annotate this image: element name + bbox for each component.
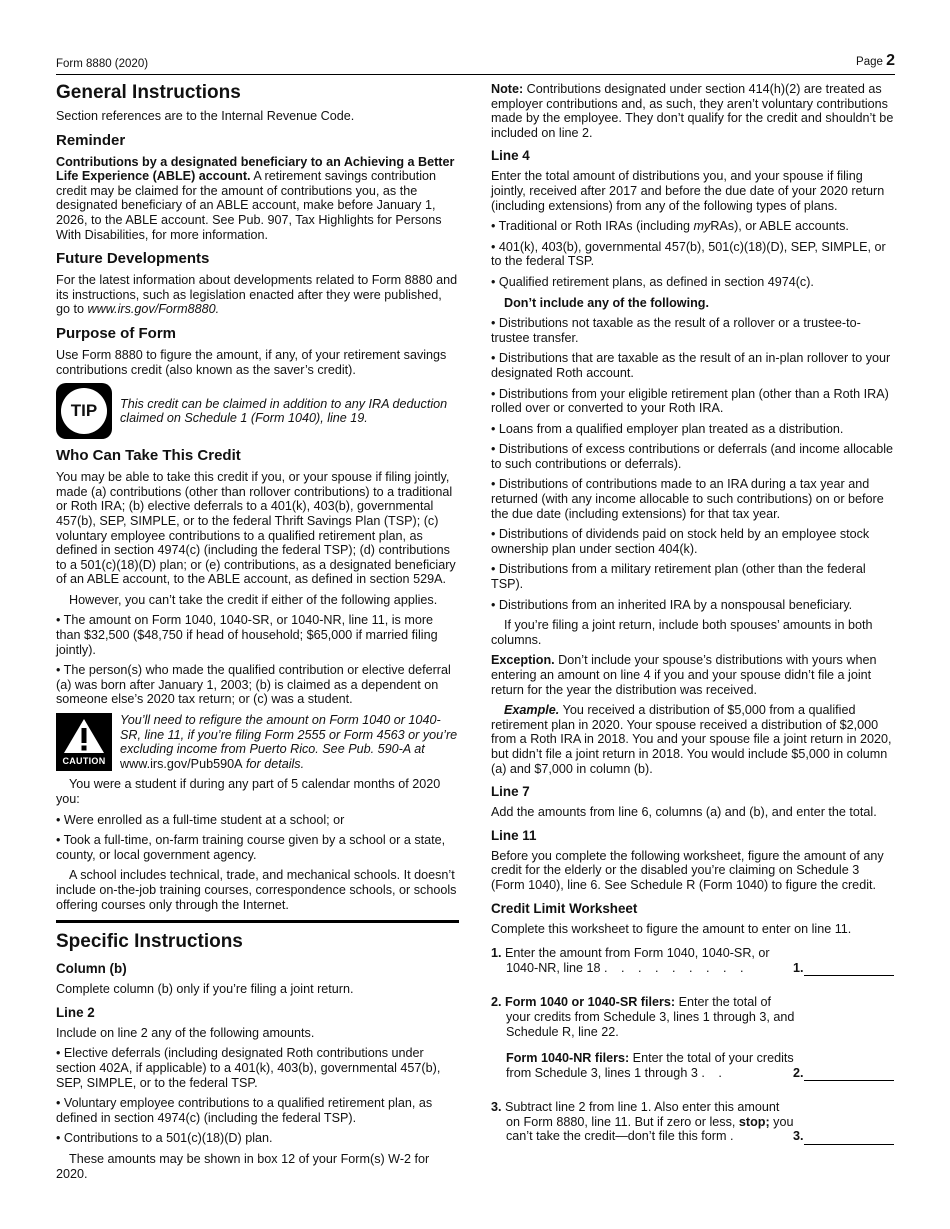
line2-entry-field[interactable]	[804, 1066, 894, 1081]
form8880-link[interactable]: www.irs.gov/Form8880.	[87, 302, 220, 317]
line7-heading: Line 7	[491, 784, 530, 800]
line4-bullet-401k: • 401(k), 403(b), governmental 457(b), 501(c)(18)(D), SEP, SIMPLE, or to the federal TSP.	[491, 239, 886, 269]
line11-paragraph: Before you complete the following worksheet, figure the amount of any credit for the elderly or the disabled you’re claiming on Schedule 3 (Form 1040), line 6. See Schedule R (Form 1040) to figure the credit.	[491, 848, 884, 892]
line2-heading: Line 2	[56, 1004, 95, 1020]
school-paragraph: A school includes technical, trade, and mechanical schools. It doesn’t include on-the-job training courses, correspondence schools, or schools offering courses only through the Internet.	[56, 868, 457, 912]
left-column	[56, 82, 459, 1187]
pub590a-link[interactable]: www.irs.gov/Pub590A	[120, 756, 243, 771]
line4-paragraph: Enter the total amount of distributions you, and your spouse if filing jointly, received after 2017 and before the due date of your 2020 return (including extensions) from any of the following types of plans.	[491, 169, 885, 213]
line2-bullet-voluntary: • Voluntary employee contributions to a qualified retirement plan, as defined in section 4974(c) (including the federal TSP).	[56, 1096, 433, 1125]
worksheet-row-1: 1. Enter the amount from Form 1040, 1040-SR, or 1040-NR, line 18 . . . . . . . . . 1.	[491, 946, 895, 975]
exclude-bullet: • Distributions that are taxable as the result of an in-plan rollover to your designated Roth account.	[491, 351, 891, 380]
line1-entry-field[interactable]	[804, 961, 894, 976]
exception-paragraph: Exception. Don’t include your spouse’s distributions with yours when entering an amount on line 4 if you and your spouse didn’t file a joint return for the year the distribution was received.	[491, 653, 877, 697]
column-b-heading: Column (b)	[56, 961, 127, 977]
exclude-bullet: • Loans from a qualified employer plan treated as a distribution.	[491, 421, 844, 436]
line4-bullet-iras: • Traditional or Roth IRAs (including myRAs), or ABLE accounts.	[491, 219, 849, 234]
credit-limit-worksheet	[491, 946, 895, 1144]
purpose-paragraph: Use Form 8880 to figure the amount, if any, of your retirement savings contributions credit (also known as the saver’s credit).	[56, 347, 447, 377]
line2-box12-paragraph: These amounts may be shown in box 12 of your Form(s) W-2 for 2020.	[56, 1151, 430, 1181]
caution-text: You’ll need to refigure the amount on Form 1040 or 1040-SR, line 11, if you’re filing Form 2555 or Form 4563 or you’re excluding income from Puerto Rico. See Pub. 590-A at www.irs.gov/Pub590A for details.	[120, 713, 458, 771]
line3-entry-field[interactable]	[804, 1130, 894, 1145]
caution-icon: CAUTION	[56, 713, 112, 771]
line2-bullet-deferrals: • Elective deferrals (including designated Roth contributions under section 402A, if applicable) to a 401(k), 403(b), governmental 457(b), SEP, SIMPLE, or to the federal TSP.	[56, 1046, 441, 1090]
dont-include-heading: Don’t include any of the following.	[504, 295, 709, 310]
exclude-bullet: • Distributions from an inherited IRA by a nonspousal beneficiary.	[491, 597, 853, 612]
exclude-bullet: • Distributions of dividends paid on stock held by an employee stock ownership plan under section 404(k).	[491, 527, 870, 556]
line-number: 1.	[793, 960, 804, 975]
column-b-paragraph: Complete column (b) only if you’re filing a joint return.	[56, 982, 354, 997]
joint-return-paragraph: If you’re filing a joint return, include both spouses’ amounts in both columns.	[491, 618, 873, 647]
line2-bullet-501c: • Contributions to a 501(c)(18)(D) plan.	[56, 1131, 273, 1146]
who-can-take-paragraph: You may be able to take this credit if you, or your spouse if filing jointly, made (a) contributions (other than rollover contributions) to a traditional or Roth IRA; (b) elective deferrals to a 401(k), 403(b), governmental 457(b), SEP, SIMPLE, or to the federal Thrift Savings Plan (TSP); (c) voluntary employee contributions to a qualified retirement plan, as defined in section 4974(c) (including the federal TSP); (d) contributions to a 501(c)(18)(D) plan; or (e) contributions, as a designated beneficiary of an ABLE account, to the ABLE account, as defined in section 529A.	[56, 470, 456, 587]
page-header	[56, 54, 895, 75]
page-number: Page 2	[856, 52, 895, 69]
specific-instructions-heading: Specific Instructions	[56, 931, 243, 953]
exclude-bullet: • Distributions from a military retirement plan (other than the federal TSP).	[491, 562, 866, 592]
person-bullet: • The person(s) who made the qualified contribution or elective deferral (a) was born after January 1, 2003; (b) is claimed as a dependent on someone else’s 2020 tax return; or (c) was a student.	[56, 663, 451, 707]
worksheet-row-3: 3. Subtract line 2 from line 1. Also enter this amount on Form 8880, line 11. But if zero or less, stop; you can’t take the credit—don’t file this form . 3.	[491, 1100, 895, 1144]
exclude-bullet: • Distributions not taxable as the result of a rollover or a trustee-to-trustee transfer.	[491, 316, 861, 345]
line4-heading: Line 4	[491, 148, 530, 164]
who-can-take-heading: Who Can Take This Credit	[56, 447, 241, 465]
however-paragraph: However, you can’t take the credit if either of the following applies.	[69, 592, 438, 607]
worksheet-row-2: 2. Form 1040 or 1040-SR filers: Enter the total of your credits from Schedule 3, lines 1 through 3, and Schedule R, line 22. Form 1040-NR filers: Enter the total of your credits from Schedule 3, lines 1 through 3 . . 2.	[491, 995, 895, 1080]
section-divider	[56, 920, 459, 923]
tip-text: This credit can be claimed in addition to any IRA deduction claimed on Schedule 1 (Form 1040), line 19.	[120, 396, 448, 426]
line-number: 3.	[793, 1129, 804, 1144]
line11-heading: Line 11	[491, 827, 537, 843]
right-column	[491, 82, 895, 1164]
line2-paragraph: Include on line 2 any of the following amounts.	[56, 1025, 315, 1040]
future-developments-paragraph: For the latest information about developments related to Form 8880 and its instructions, such as legislation enacted after they were published, go to www.irs.gov/Form8880.	[56, 273, 458, 317]
purpose-heading: Purpose of Form	[56, 324, 177, 342]
exclude-bullet: • Distributions of excess contributions or deferrals (and income allocable to such contributions or deferrals).	[491, 442, 894, 471]
tip-box	[56, 383, 459, 439]
enrolled-bullet: • Were enrolled as a full-time student at a school; or	[56, 812, 345, 827]
caution-box	[56, 713, 459, 771]
note-paragraph: Note: Contributions designated under section 414(h)(2) are treated as employer contributions and, as such, they aren’t voluntary contributions made by the employee. They don’t qualify for the credit and shouldn’t be included on line 2.	[491, 82, 894, 140]
credit-limit-worksheet-heading: Credit Limit Worksheet	[491, 900, 638, 916]
worksheet-intro: Complete this worksheet to figure the amount to enter on line 11.	[491, 921, 852, 936]
tip-icon: TIP	[56, 383, 112, 439]
exclude-bullet: • Distributions of contributions made to an IRA during a tax year and returned (with any income allocable to such contributions) on or before the due date (including extensions) for that tax year.	[491, 477, 884, 521]
line7-paragraph: Add the amounts from line 6, columns (a) and (b), and enter the total.	[491, 805, 877, 820]
line4-bullet-qualified: • Qualified retirement plans, as defined in section 4974(c).	[491, 274, 814, 289]
future-developments-heading: Future Developments	[56, 250, 210, 268]
student-paragraph: You were a student if during any part of 5 calendar months of 2020 you:	[56, 777, 441, 806]
form-name: Form 8880 (2020)	[56, 58, 149, 70]
income-limit-bullet: • The amount on Form 1040, 1040-SR, or 1040-NR, line 11, is more than $32,500 ($48,750 if head of household; $65,000 if married filing jointly).	[56, 613, 438, 657]
line-number: 2.	[793, 1065, 804, 1080]
general-instructions-heading: General Instructions	[56, 82, 241, 103]
reminder-paragraph: Contributions by a designated beneficiary to an Achieving a Better Life Experience (ABLE) account. A retirement savings contribution credit may be claimed for the amount of contributions you, as the designated beneficiary of an ABLE account, make before January 1, 2026, to the ABLE account. See Pub. 907, Tax Highlights for Persons With Disabilities, for more information.	[56, 154, 455, 242]
section-references: Section references are to the Internal Revenue Code.	[56, 109, 355, 123]
training-bullet: • Took a full-time, on-farm training course given by a school or a state, county, or local government agency.	[56, 833, 446, 862]
example-paragraph: Example. You received a distribution of $5,000 from a qualified retirement plan in 2020. Your spouse received a distribution of $2,000 from a Roth IRA in 2018. You and your spouse file a joint return in 2020, but didn’t file a joint return in 2018. You would include $5,000 in column (a) and $7,000 in column (b).	[491, 703, 892, 776]
exclude-bullet: • Distributions from your eligible retirement plan (other than a Roth IRA) rolled over or converted to your Roth IRA.	[491, 386, 889, 416]
reminder-heading: Reminder	[56, 131, 126, 149]
